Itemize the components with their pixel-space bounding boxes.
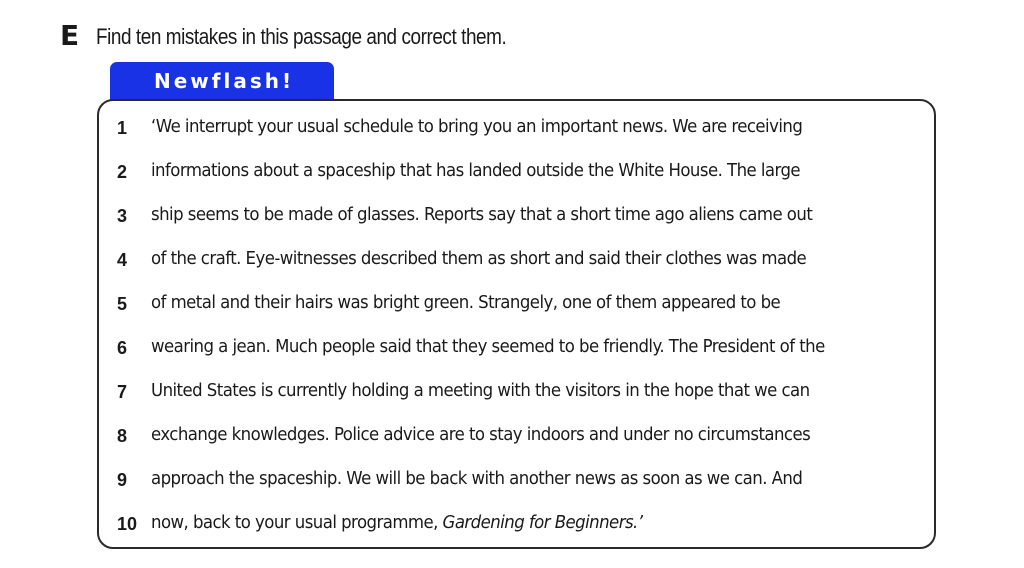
newsflash-tab-label: Newflash!	[154, 69, 295, 93]
line-number: 5	[117, 294, 128, 314]
line-text-plain: now, back to your usual programme,	[151, 512, 443, 533]
line-number: 7	[117, 382, 128, 402]
line-text: informations about a spaceship that has landed outside the White House. The large	[151, 160, 801, 181]
line-text: ship seems to be made of glasses. Reports say that a short time ago aliens came out	[151, 204, 813, 225]
exercise-instruction: Find ten mistakes in this passage and correct them.	[96, 24, 507, 49]
line-number: 6	[117, 338, 128, 358]
line-text: of the craft. Eye-witnesses described them as short and said their clothes was made	[151, 248, 807, 269]
passage-line-4	[99, 247, 934, 277]
passage-box	[97, 99, 936, 549]
passage-line-6	[99, 335, 934, 365]
line-number: 8	[117, 426, 128, 446]
passage-line-9	[99, 467, 934, 497]
passage-line-3	[99, 203, 934, 233]
line-text: approach the spaceship. We will be back with another news as soon as we can. And	[151, 468, 803, 489]
programme-title: Gardening for Beginners.’	[442, 512, 643, 533]
line-number: 9	[117, 470, 128, 490]
line-number: 2	[117, 162, 128, 182]
passage-line-10	[99, 511, 934, 541]
line-text: exchange knowledges. Police advice are to stay indoors and under no circumstances	[151, 424, 811, 445]
line-number: 4	[117, 250, 128, 270]
line-text: of metal and their hairs was bright green. Strangely, one of them appeared to be	[151, 292, 781, 313]
line-number: 10	[117, 514, 138, 534]
line-text: United States is currently holding a meeting with the visitors in the hope that we can	[151, 380, 810, 401]
passage-line-2	[99, 159, 934, 189]
line-number: 3	[117, 206, 128, 226]
line-number: 1	[117, 118, 128, 138]
passage-line-7	[99, 379, 934, 409]
exercise-letter: E	[60, 19, 80, 52]
line-text: ‘We interrupt your usual schedule to bring you an important news. We are receiving	[151, 116, 803, 137]
passage-line-1	[99, 115, 934, 145]
passage-line-8	[99, 423, 934, 453]
newsflash-tab	[110, 62, 334, 100]
line-text: wearing a jean. Much people said that they seemed to be friendly. The President of the	[151, 336, 825, 357]
line-text	[151, 512, 642, 533]
passage-line-5	[99, 291, 934, 321]
